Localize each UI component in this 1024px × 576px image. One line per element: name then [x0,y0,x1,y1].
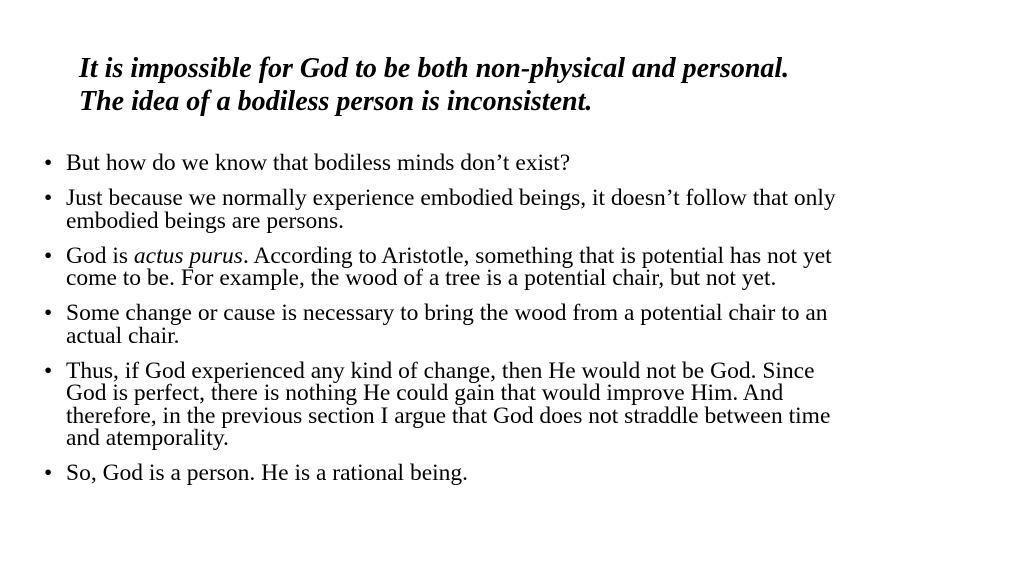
bullet-item-3 [44,242,994,291]
slide-title [79,52,979,118]
bullet-text-line: Thus, if God experienced any kind of change, then He would not be God. Since [66,357,815,384]
bullet-text-line: actual chair. [66,322,180,349]
bullet-icon: • [44,185,53,211]
bullet-text-line [66,242,994,269]
title-line-1: It is impossible for God to be both non-physical and personal. [79,53,790,84]
bullet-text-line: and atemporality. [66,425,229,451]
bullet-icon: • [44,242,53,269]
bullet-item-4 [44,302,994,347]
latin-term-emphasis: actus purus [133,242,243,269]
bullet-text-line: Some change or cause is necessary to bring the wood from a potential chair to an [66,300,828,326]
bullet-item-1 [44,152,994,175]
bullet-text-suffix: . According to Aristotle, something that is potential has not yet [242,242,832,269]
bullet-text-prefix: God is [66,242,134,269]
bullet-item-5 [44,357,994,451]
bullet-item-2 [44,187,994,232]
bullet-text-line: come to be. For example, the wood of a tree is a potential chair, but not yet. [66,265,777,291]
bullet-icon: • [44,300,53,326]
bullet-text-line: therefore, in the previous section I argue that God does not straddle between time [66,402,831,429]
title-line-2: The idea of a bodiless person is inconsistent. [79,86,593,117]
bullet-icon: • [44,460,53,486]
bullet-text-line: embodied beings are persons. [66,207,345,234]
bullet-icon: • [44,357,53,384]
bullet-text-line: Just because we normally experience embodied beings, it doesn’t follow that only [66,185,836,211]
bullet-text-line: So, God is a person. He is a rational being. [66,460,469,486]
bullet-text-line: God is perfect, there is nothing He could gain that would improve Him. And [66,380,784,406]
bullet-icon: • [44,150,53,176]
bullet-list [44,152,994,497]
bullet-item-6 [44,462,994,485]
bullet-text-line: But how do we know that bodiless minds don’t exist? [66,150,571,176]
